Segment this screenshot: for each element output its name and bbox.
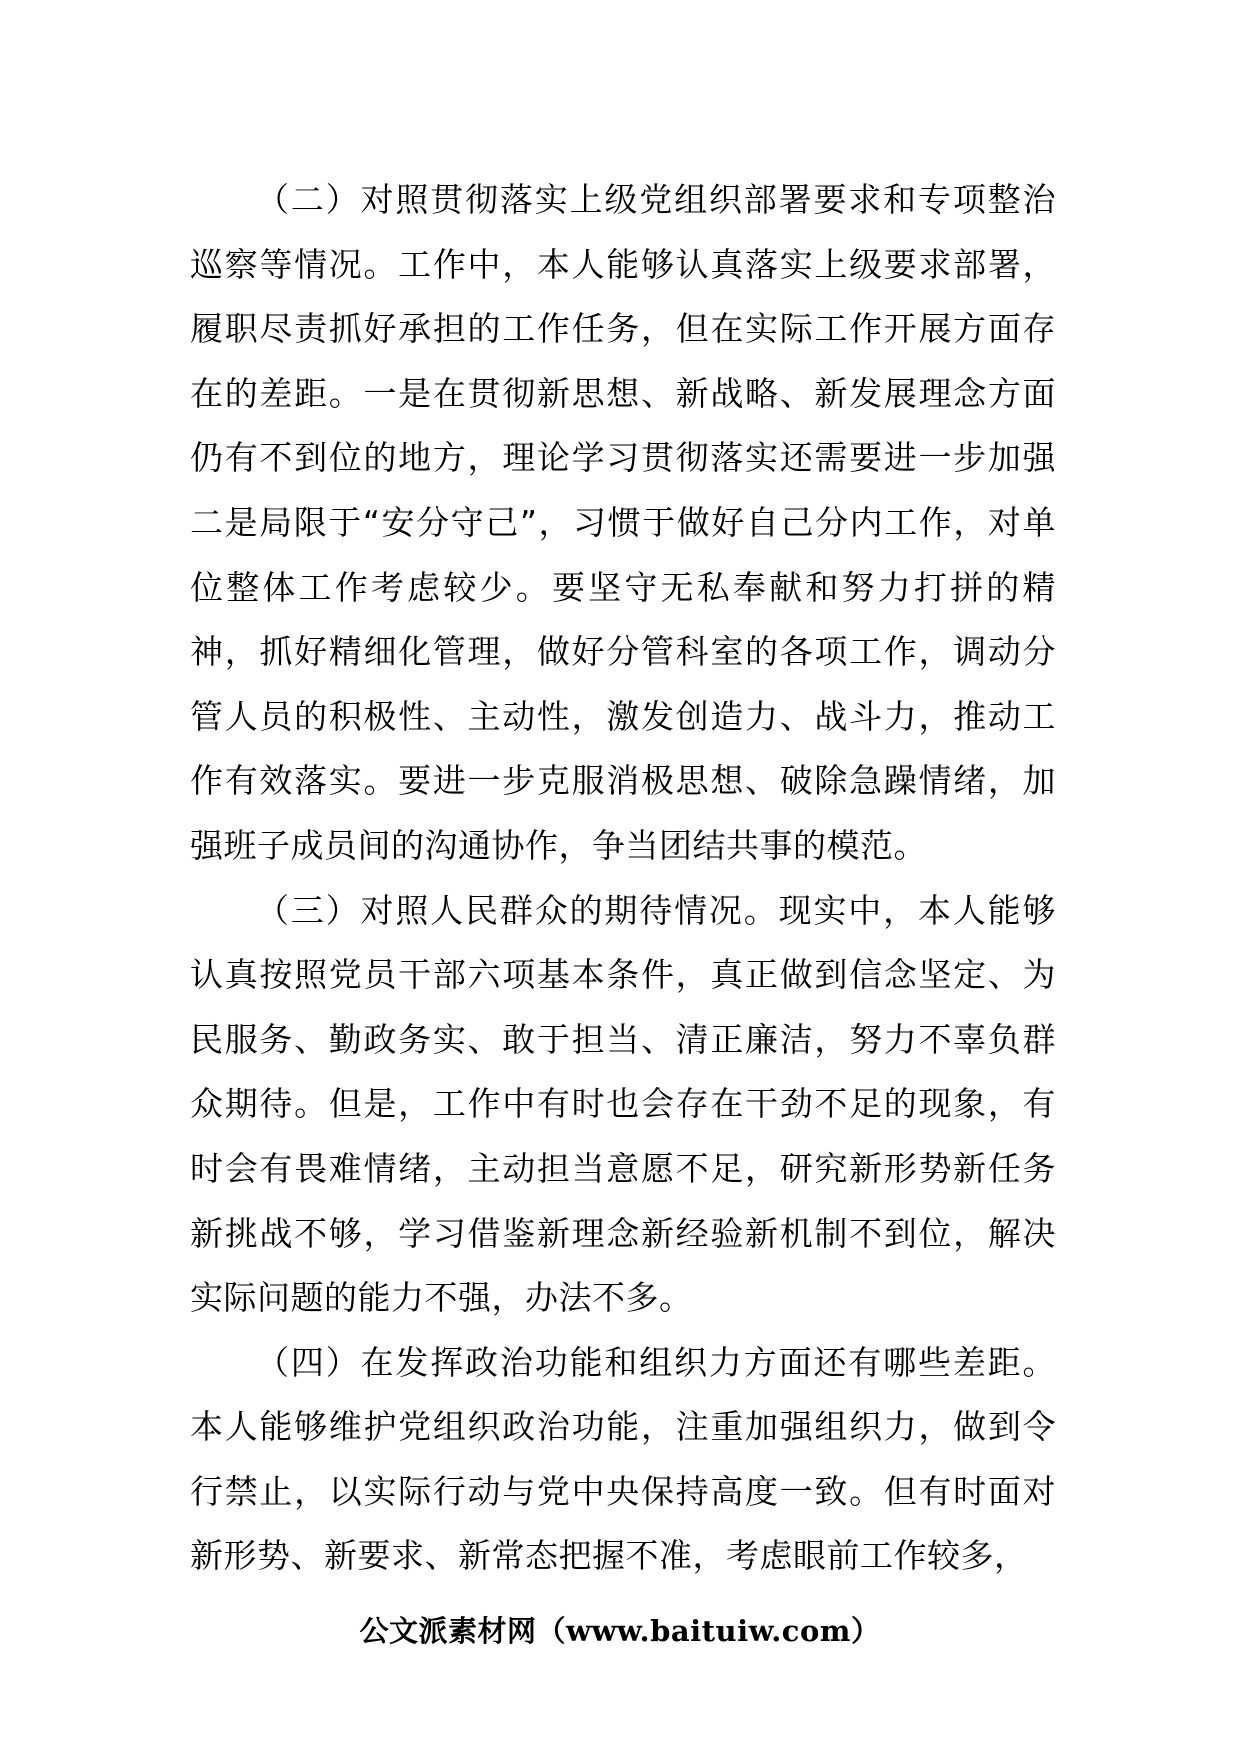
footer-watermark: 公文派素材网（www.baituiw.com） <box>359 1614 881 1648</box>
paragraph-section-4: （四）在发挥政治功能和组织力方面还有哪些差距。本人能够维护党组织政治功能，注重加强组织力，做到令行禁止，以实际行动与党中央保持高度一致。但有时面对新形势、新要求、新常态把握不准，考虑眼前工作较多， <box>190 1342 1056 1576</box>
document-body <box>190 168 1056 1589</box>
paragraph-section-3: （三）对照人民群众的期待情况。现实中，本人能够认真按照党员干部六项基本条件，真正做到信念坚定、为民服务、勤政务实、敢于担当、清正廉洁，努力不辜负群众期待。但是，工作中有时也会存在干劲不足的现象，有时会有畏难情绪，主动担当意愿不足，研究新形势新任务新挑战不够，学习借鉴新理念新经验新机制不到位，解决实际问题的能力不强，办法不多。 <box>190 890 1056 1318</box>
paragraph-section-2: （二）对照贯彻落实上级党组织部署要求和专项整治巡察等情况。工作中，本人能够认真落实上级要求部署，履职尽责抓好承担的工作任务，但在实际工作开展方面存在的差距。一是在贯彻新思想、新战略、新发展理念方面仍有不到位的地方，理论学习贯彻落实还需要进一步加强二是局限于“安分守己”，习惯于做好自己分内工作，对单位整体工作考虑较少。要坚守无私奉献和努力打拼的精神，抓好精细化管理，做好分管科室的各项工作，调动分管人员的积极性、主动性，激发创造力、战斗力，推动工作有效落实。要进一步克服消极思想、破除急躁情绪，加强班子成员间的沟通协作，争当团结共事的模范。 <box>190 180 1056 865</box>
